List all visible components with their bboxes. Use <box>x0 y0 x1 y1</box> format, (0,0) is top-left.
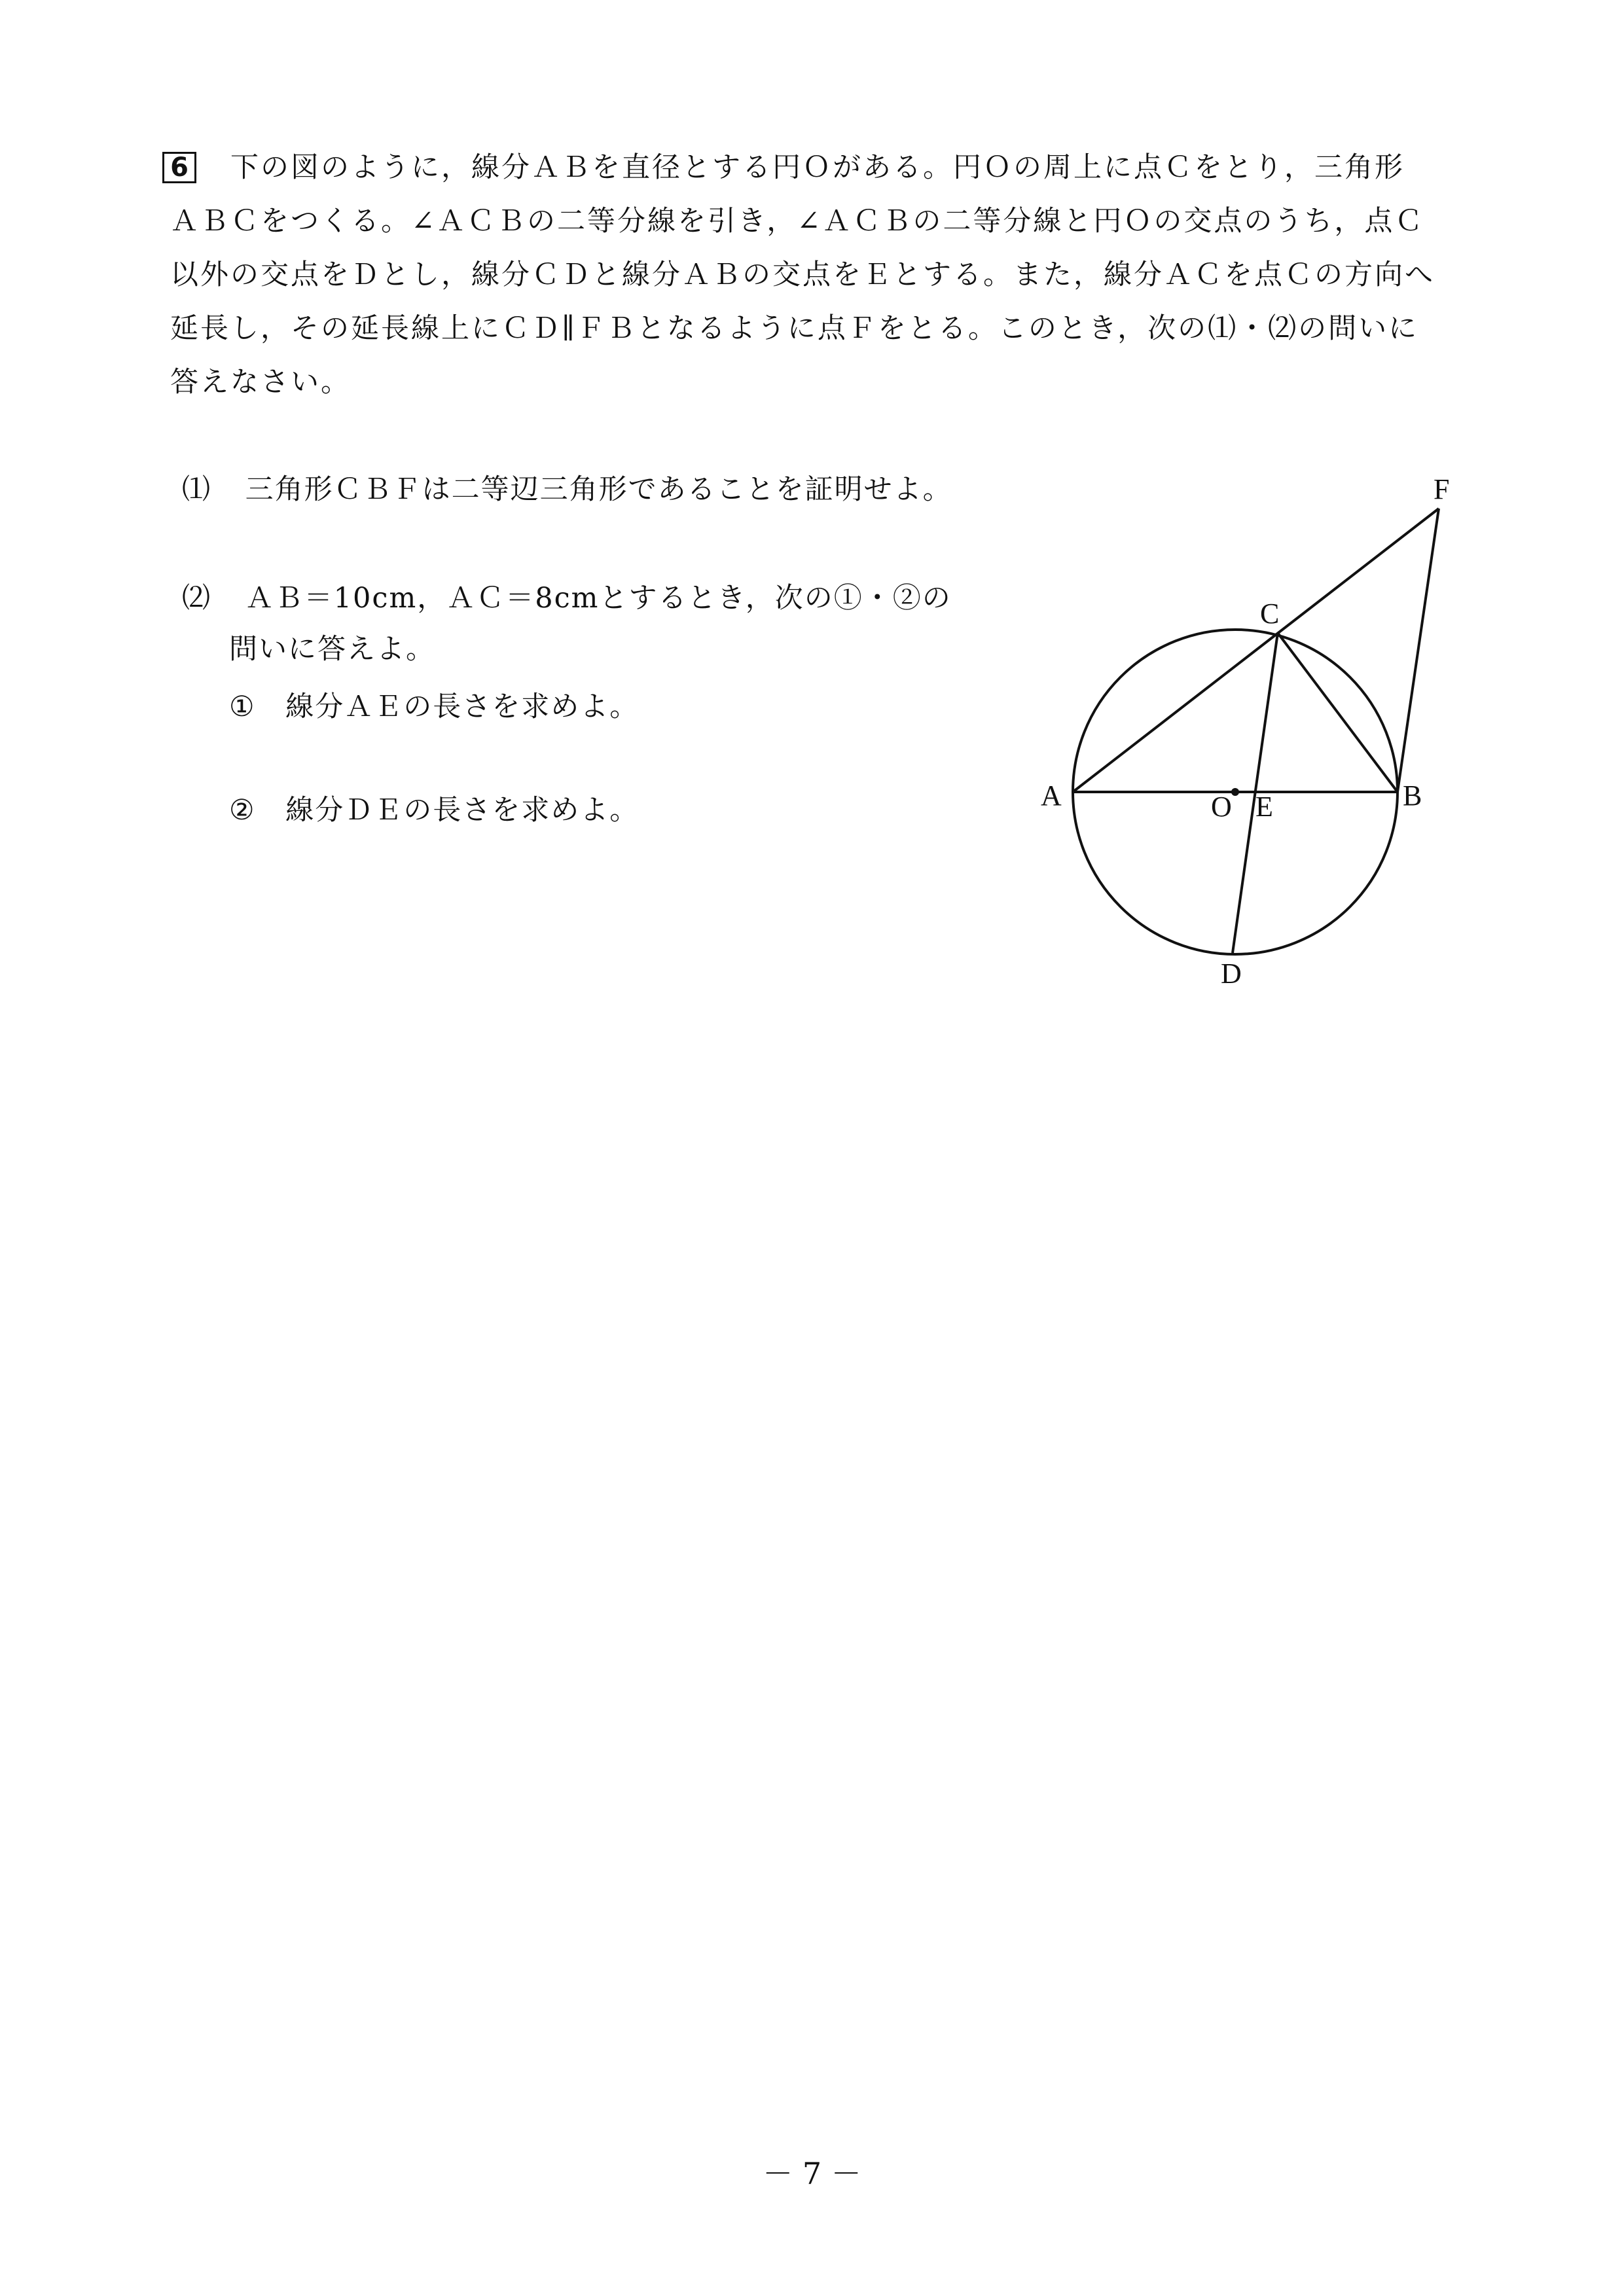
label-o: O <box>1211 791 1232 823</box>
intro-line-5: 答えなさい。 <box>170 366 351 399</box>
question-1 <box>182 473 952 507</box>
question-2-text-line1: ＡＢ＝10cm，ＡＣ＝8cmとするとき，次の①・②の <box>245 582 952 615</box>
question-2-sub-1 <box>229 690 639 724</box>
label-a: A <box>1041 780 1062 812</box>
page-number: － 7 － <box>763 2156 861 2191</box>
question-1-number: ⑴ <box>182 473 211 506</box>
segment-af <box>1073 509 1439 792</box>
segment-fb <box>1398 509 1439 792</box>
intro-line-4: 延長し，その延長線上にＣＤ∥ＦＢとなるように点Ｆをとる。このとき，次の⑴・⑵の問いに <box>170 312 1419 345</box>
sub-1-marker: ① <box>229 691 256 723</box>
label-e: E <box>1255 791 1273 823</box>
center-point-o <box>1231 788 1239 796</box>
label-f: F <box>1434 473 1450 505</box>
intro-line-3: 以外の交点をＤとし，線分ＣＤと線分ＡＢの交点をＥとする。また，線分ＡＣを点Ｃの方向へ <box>170 259 1435 291</box>
label-d: D <box>1221 958 1242 990</box>
segment-cb <box>1278 633 1398 792</box>
problem-number: 6 <box>162 152 196 183</box>
sub-2-text: 線分ＤＥの長さを求めよ。 <box>285 794 640 827</box>
question-2 <box>182 581 952 615</box>
label-c: C <box>1260 598 1280 630</box>
intro-line-2: ＡＢＣをつくる。∠ＡＣＢの二等分線を引き，∠ＡＣＢの二等分線と円Ｏの交点のうち，点Ｃ <box>170 205 1425 238</box>
question-2-text-line2: 問いに答えよ。 <box>229 633 435 666</box>
question-2-sub-2 <box>229 793 639 827</box>
geometry-figure <box>1021 458 1492 1008</box>
question-2-number: ⑵ <box>182 582 211 615</box>
question-1-text: 三角形ＣＢＦは二等辺三角形であることを証明せよ。 <box>245 473 952 506</box>
sub-1-text: 線分ＡＥの長さを求めよ。 <box>285 691 640 723</box>
label-b: B <box>1403 780 1422 812</box>
sub-2-marker: ② <box>229 794 256 827</box>
intro-line-1: 下の図のように，線分ＡＢを直径とする円Ｏがある。円Ｏの周上に点Ｃをとり，三角形 <box>230 151 1405 184</box>
